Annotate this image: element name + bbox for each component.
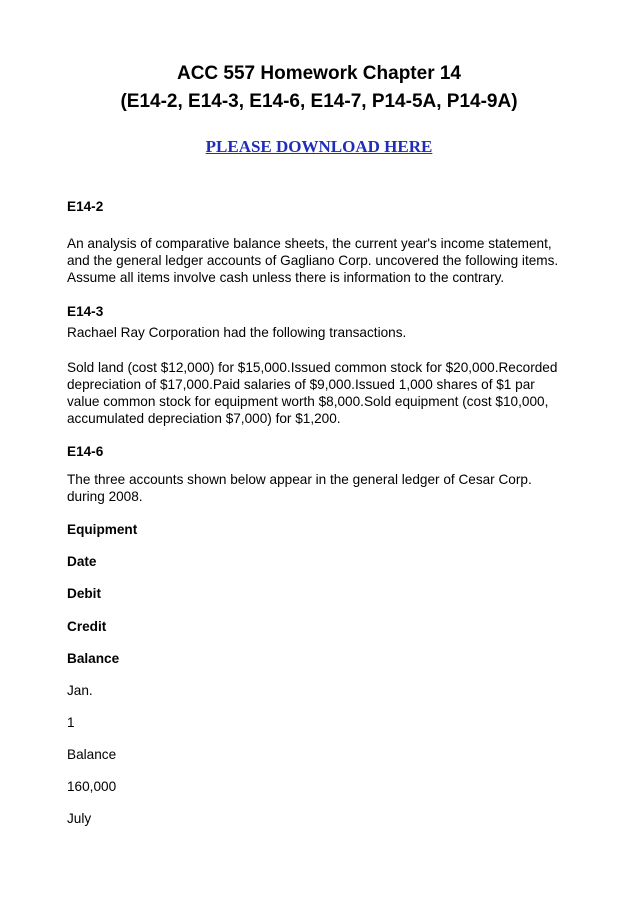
section-heading-e14-6: E14-6 xyxy=(67,444,104,459)
document-title: ACC 557 Homework Chapter 14 xyxy=(176,63,462,84)
e14-3-text-line-4: accumulated depreciation $7,000) for $1,200. xyxy=(67,411,341,426)
e14-3-intro: Rachael Ray Corporation had the following transactions. xyxy=(67,325,407,340)
e14-3-text-line-1: Sold land (cost $12,000) for $15,000.Issued common stock for $20,000.Recorded xyxy=(67,360,558,375)
ledger-entry-next-month: July xyxy=(67,811,92,826)
document-subtitle: (E14-2, E14-3, E14-6, E14-7, P14-5A, P14-9A) xyxy=(120,91,518,112)
e14-3-text-line-3: value common stock for equipment worth $8,000.Sold equipment (cost $10,000, xyxy=(67,394,549,409)
section-heading-e14-2: E14-2 xyxy=(67,199,104,214)
ledger-column-debit: Debit xyxy=(67,586,101,601)
ledger-column-credit: Credit xyxy=(67,619,107,634)
ledger-entry-day: 1 xyxy=(67,715,75,730)
e14-2-text-line-1: An analysis of comparative balance sheets, the current year's income statement, xyxy=(67,236,552,251)
ledger-entry-month: Jan. xyxy=(67,683,93,698)
e14-6-text-line-1: The three accounts shown below appear in the general ledger of Cesar Corp. xyxy=(67,472,532,487)
section-heading-e14-3: E14-3 xyxy=(67,304,104,319)
download-link[interactable]: PLEASE DOWNLOAD HERE xyxy=(205,137,433,156)
e14-2-text-line-2: and the general ledger accounts of Gagliano Corp. uncovered the following items. xyxy=(67,253,559,268)
ledger-entry-description: Balance xyxy=(67,747,117,762)
ledger-entry-amount: 160,000 xyxy=(67,779,117,794)
e14-6-text-line-2: during 2008. xyxy=(67,489,143,504)
ledger-column-balance: Balance xyxy=(67,651,120,666)
e14-2-text-line-3: Assume all items involve cash unless there is information to the contrary. xyxy=(67,270,505,285)
ledger-account-name: Equipment xyxy=(67,522,138,537)
ledger-column-date: Date xyxy=(67,554,97,569)
download-link-container xyxy=(0,137,638,157)
e14-3-text-line-2: depreciation of $17,000.Paid salaries of $9,000.Issued 1,000 shares of $1 par xyxy=(67,377,535,392)
